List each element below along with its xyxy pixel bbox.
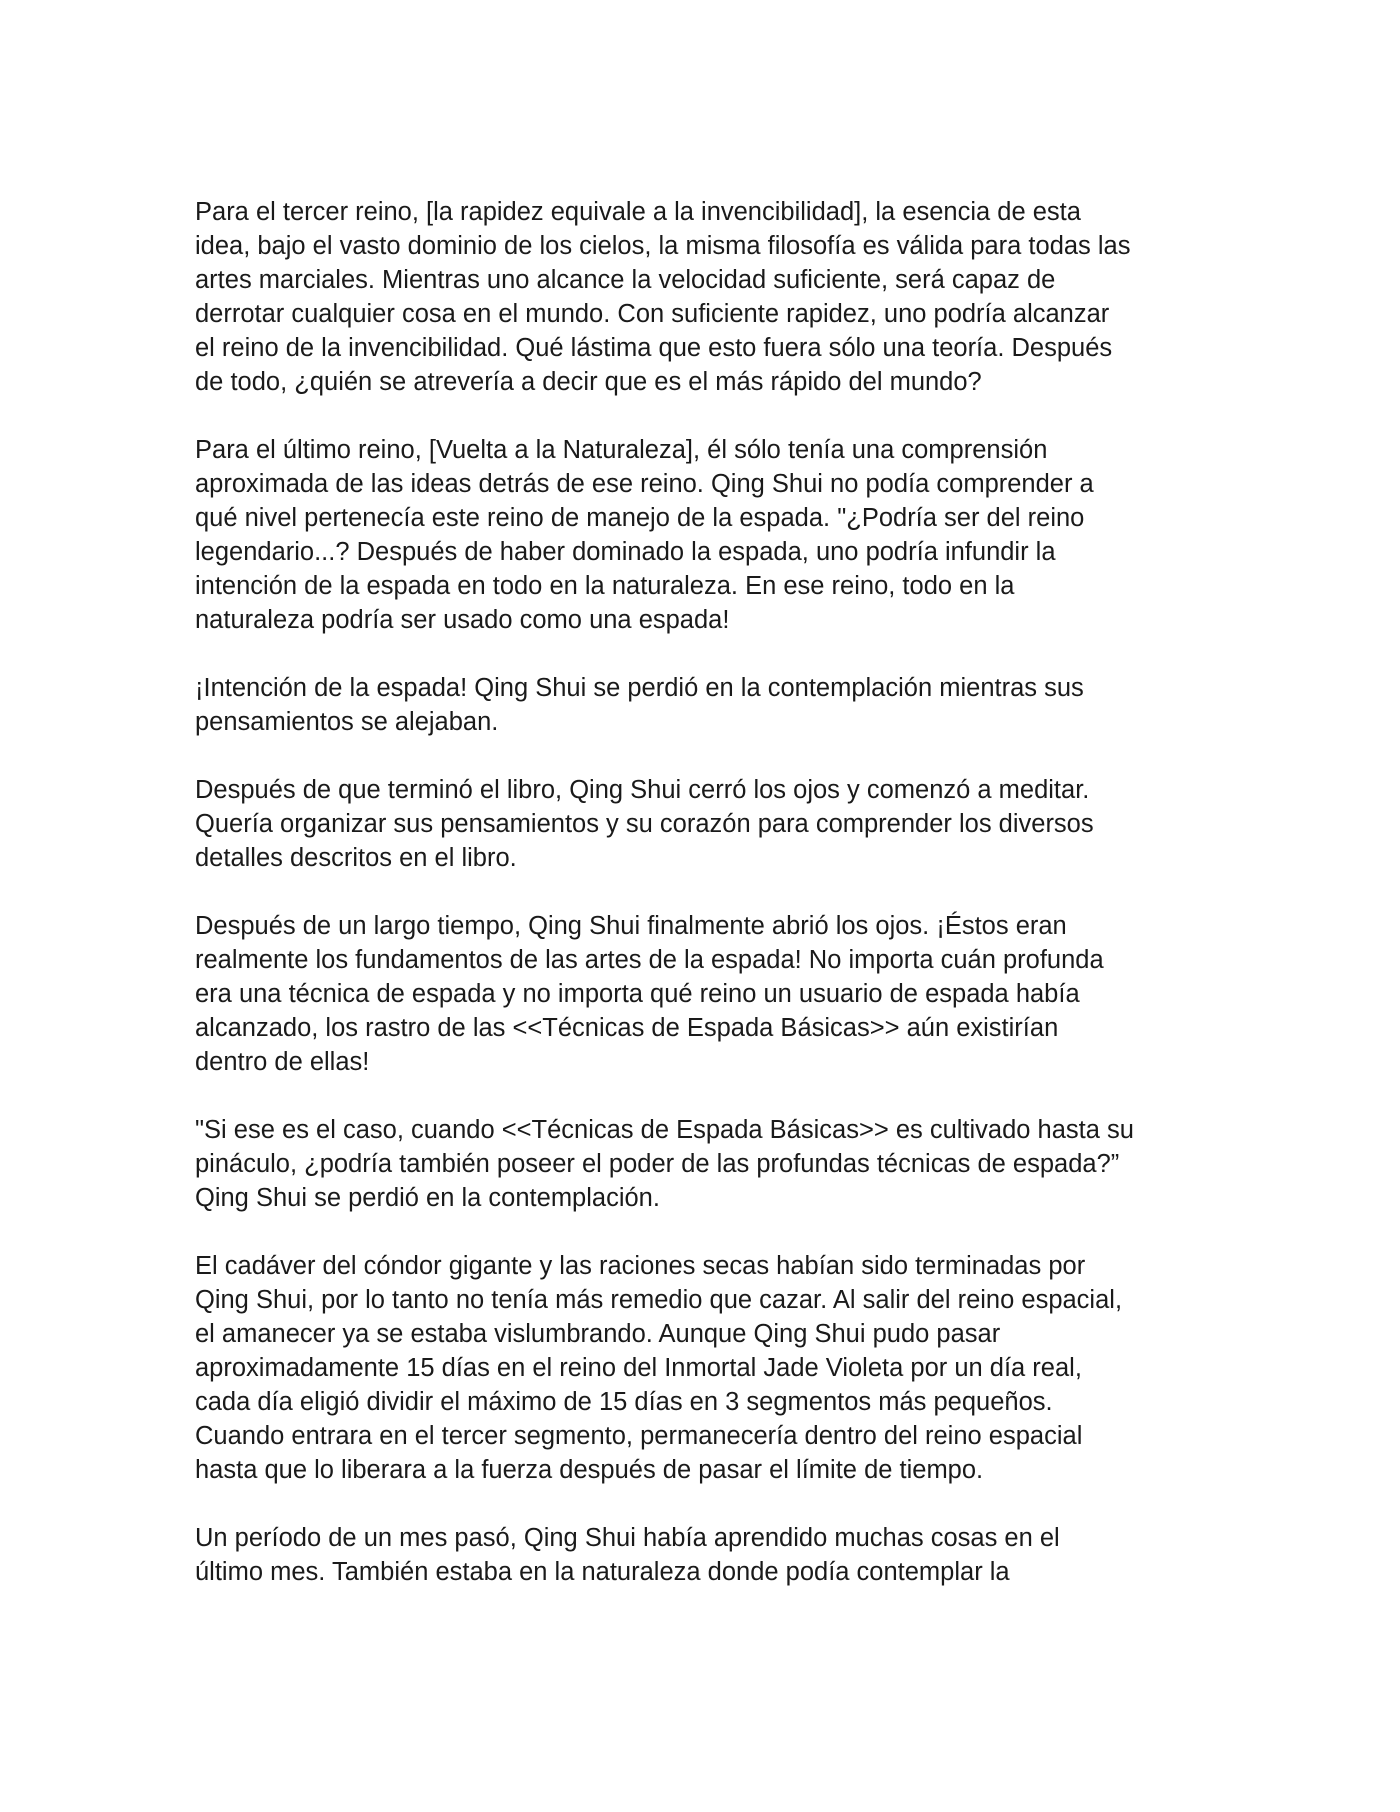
text-line: Qing Shui se perdió en la contemplación.	[195, 1184, 660, 1212]
text-line: Después de que terminó el libro, Qing Shui cerró los ojos y comenzó a meditar.	[195, 776, 1090, 804]
text-line: intención de la espada en todo en la naturaleza. En ese reino, todo en la	[195, 572, 1015, 600]
text-line: pináculo, ¿podría también poseer el poder de las profundas técnicas de espada?”	[195, 1150, 1120, 1178]
text-line: Para el tercer reino, [la rapidez equivale a la invencibilidad], la esencia de esta	[195, 198, 1081, 226]
text-line: aproximadamente 15 días en el reino del Inmortal Jade Violeta por un día real,	[195, 1354, 1082, 1382]
text-line: último mes. También estaba en la naturaleza donde podía contemplar la	[195, 1558, 1010, 1586]
paragraph	[195, 773, 1215, 875]
text-line: pensamientos se alejaban.	[195, 708, 499, 736]
text-line: alcanzado, los rastro de las <<Técnicas de Espada Básicas>> aún existirían	[195, 1014, 1059, 1042]
text-line: El cadáver del cóndor gigante y las raciones secas habían sido terminadas por	[195, 1252, 1086, 1280]
text-line: artes marciales. Mientras uno alcance la velocidad suficiente, será capaz de	[195, 266, 1056, 294]
document-page	[195, 195, 1215, 1623]
text-line: realmente los fundamentos de las artes de la espada! No importa cuán profunda	[195, 946, 1104, 974]
text-line: derrotar cualquier cosa en el mundo. Con suficiente rapidez, uno podría alcanzar	[195, 300, 1110, 328]
text-line: era una técnica de espada y no importa qué reino un usuario de espada había	[195, 980, 1080, 1008]
paragraph	[195, 909, 1215, 1079]
text-line: ¡Intención de la espada! Qing Shui se perdió en la contemplación mientras sus	[195, 674, 1084, 702]
paragraph	[195, 1249, 1215, 1487]
text-line: naturaleza podría ser usado como una espada!	[195, 606, 730, 634]
text-line: aproximada de las ideas detrás de ese reino. Qing Shui no podía comprender a	[195, 470, 1094, 498]
text-line: el reino de la invencibilidad. Qué lástima que esto fuera sólo una teoría. Después	[195, 334, 1113, 362]
text-line: Qing Shui, por lo tanto no tenía más remedio que cazar. Al salir del reino espacial,	[195, 1286, 1123, 1314]
text-line: hasta que lo liberara a la fuerza después de pasar el límite de tiempo.	[195, 1456, 984, 1484]
text-line: cada día eligió dividir el máximo de 15 días en 3 segmentos más pequeños.	[195, 1388, 1053, 1416]
text-line: "Si ese es el caso, cuando <<Técnicas de Espada Básicas>> es cultivado hasta su	[195, 1116, 1134, 1144]
text-line: el amanecer ya se estaba vislumbrando. Aunque Qing Shui pudo pasar	[195, 1320, 1001, 1348]
text-line: Cuando entrara en el tercer segmento, permanecería dentro del reino espacial	[195, 1422, 1083, 1450]
paragraph	[195, 195, 1215, 399]
text-line: de todo, ¿quién se atrevería a decir que es el más rápido del mundo?	[195, 368, 982, 396]
text-line: Quería organizar sus pensamientos y su corazón para comprender los diversos	[195, 810, 1094, 838]
text-line: detalles descritos en el libro.	[195, 844, 517, 872]
paragraph	[195, 1521, 1215, 1589]
text-line: dentro de ellas!	[195, 1048, 370, 1076]
text-line: Después de un largo tiempo, Qing Shui finalmente abrió los ojos. ¡Éstos eran	[195, 912, 1067, 940]
text-line: qué nivel pertenecía este reino de manejo de la espada. "¿Podría ser del reino	[195, 504, 1085, 532]
text-line: idea, bajo el vasto dominio de los cielos, la misma filosofía es válida para todas las	[195, 232, 1131, 260]
text-line: Para el último reino, [Vuelta a la Naturaleza], él sólo tenía una comprensión	[195, 436, 1048, 464]
text-line: Un período de un mes pasó, Qing Shui había aprendido muchas cosas en el	[195, 1524, 1060, 1552]
text-line: legendario...? Después de haber dominado la espada, uno podría infundir la	[195, 538, 1056, 566]
paragraph	[195, 1113, 1215, 1215]
paragraph	[195, 433, 1215, 637]
paragraph	[195, 671, 1215, 739]
